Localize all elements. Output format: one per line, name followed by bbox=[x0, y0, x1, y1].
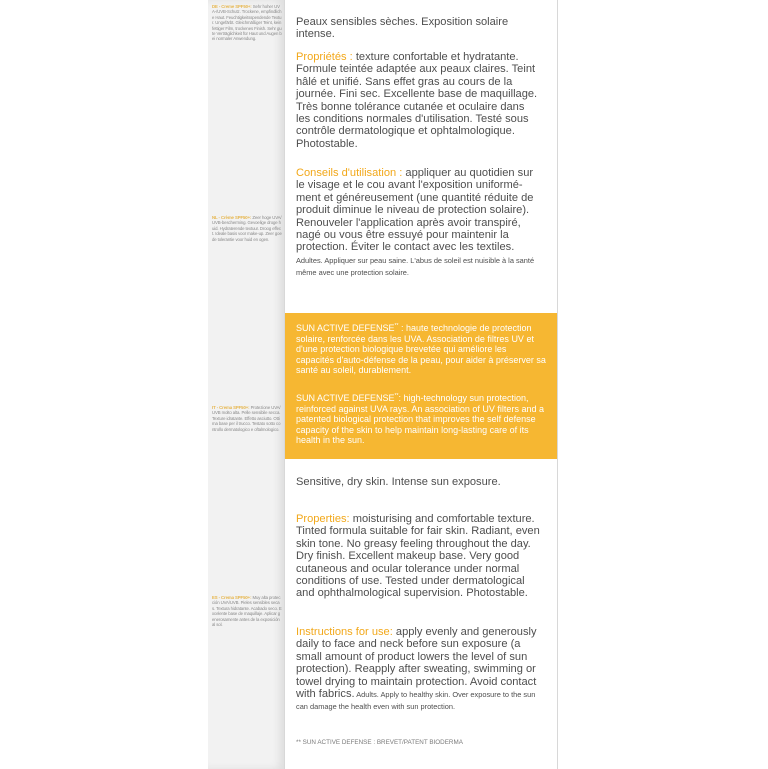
side-text-block: IT - Crema SPF50+: Protezione UVA/UVB molto alta. Pelle sensibile secca. Texture idratante. Effetto asciutto. Ottima base per il trucco. Testato sotto controllo dermatologico e oftalmologico. bbox=[212, 405, 281, 432]
sun-active-defense-band bbox=[285, 313, 557, 459]
fr-properties: Propriétés : texture confortable et hydratante. Formule teintée adaptée aux peaux claires. Teint hâlé et unifié. Sans effet gras au cours de la journée. Fini sec. Excellente base de maquillage. Très bonne tolérance cutanée et oculaire dans les conditions normales d'utilisation. Testé sous contrôle dermatologique et ophtalmologique. Photostable. bbox=[296, 51, 538, 150]
band-en-text: SUN ACTIVE DEFENSE**: high-technology sun protection, reinforced against UVA rays. An association of UV filters and a patented biological protection that improves the self defense capacity of the skin to help maintain long-lasting care of its health in the sun. bbox=[296, 393, 544, 446]
side-text-block: ES - Crema SPF50+: Muy alta protección UVA/UVB. Pieles sensibles secas. Textura hidratante. Acabado seco. Excelente base de maquillaje. Aplicar generosamente antes de la exposición al sol. bbox=[212, 595, 282, 628]
fr-usage-label: Conseils d'utilisation : bbox=[296, 167, 403, 179]
side-text-block: NL - Crème SPF50+: Zeer hoge UVA/UVB-bescherming. Gevoelige droge huid. Hydraterende textuur. Droog effect. Ideale basis voor make-up. Zeer goede tolerantie voor huid en ogen. bbox=[212, 215, 282, 242]
fr-usage: Conseils d'utilisation : appliquer au quotidien sur le visage et le cou avant l'exposition uniformément et généreusement (une quantité réduite de produit diminue le niveau de protection solaire). Renouveler l'application après avoir transpiré, nagé ou vous être essuyé pour maintenir la protection. Éviter le contact avec les textiles. Adultes. Appliquer sur peau saine. L'abus de soleil est nuisible à la santé même avec une protection solaire. bbox=[296, 167, 535, 278]
fr-intro: Peaux sensibles sèches. Exposition solaire intense. bbox=[296, 16, 509, 41]
side-text-block: DE - Creme SPF50+: Sehr hoher UVA-/UVB-Schutz. Trockene, empfindliche Haut. Feuchtigkeitsspendende Textur. Ungefärbt. Gleichmäßiger Teint, kein fettiger Film, trockenes Finish. Sehr gute Verträglichkeit für Haut und Augen bei normaler Anwendung. bbox=[212, 4, 282, 42]
en-intro: Sensitive, dry skin. Intense sun exposure. bbox=[296, 476, 501, 488]
box-side-panel bbox=[208, 0, 285, 769]
en-usage-label: Instructions for use: bbox=[296, 626, 393, 638]
patent-footer: ** SUN ACTIVE DEFENSE : BREVET/PATENT BIODERMA bbox=[296, 739, 463, 746]
en-properties-label: Properties: bbox=[296, 513, 350, 525]
en-usage: Instructions for use: apply evenly and generously daily to face and neck before sun exposure (a small amount of product lowers the level of sun protection). Reapply after sweating, swimming or towel drying to maintain protection. Avoid contact with fabrics. Adults. Apply to healthy skin. Over exposure to the sun can damage the health even with sun protection. bbox=[296, 626, 537, 712]
band-fr-text: SUN ACTIVE DEFENSE** : haute technologie de protection solaire, renforcée dans les UVA. Association de filtres UV et d'une protection biologique brevetée qui améliore les capacités d'auto-défense de la peau, pour aider à préserver sa santé au soleil, durablement. bbox=[296, 323, 546, 376]
fr-properties-label: Propriétés : bbox=[296, 51, 353, 63]
en-properties: Properties: moisturising and comfortable texture. Tinted formula suitable for fair skin. Radiant, even skin tone. No greasy feeling throughout the day. Dry finish. Excellent makeup base. Very good cutaneous and ocular tolerance under normal conditions of use. Tested under dermatological and ophthalmological supervision. Photostable. bbox=[296, 513, 540, 600]
